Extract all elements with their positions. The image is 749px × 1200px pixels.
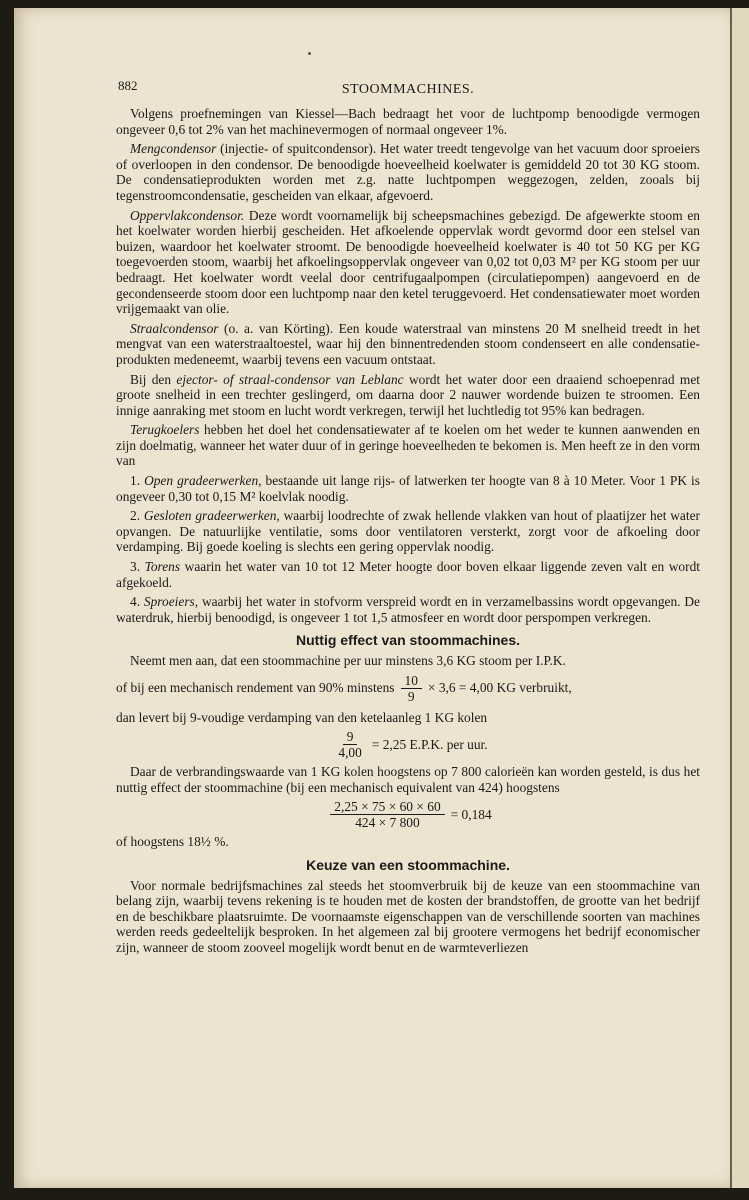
fraction-10-9 <box>401 673 422 704</box>
paragraph-ejector <box>116 372 700 419</box>
formula-result: = 0,184 <box>450 807 492 823</box>
section-heading-nuttig-effect: Nuttig effect van stoommachines. <box>295 632 521 649</box>
list-item <box>116 594 700 625</box>
list-item <box>116 508 700 555</box>
paragraph-stoomverbruik: Neemt men aan, dat een stoommachine per uur minstens 3,6 KG stoom per I.P.K. <box>130 653 566 668</box>
equation-rendement <box>116 673 700 704</box>
fraction-numerator: 2,25 × 75 × 60 × 60 <box>330 799 444 815</box>
paragraph-verbrandingswaarde: Daar de verbrandingswaarde van 1 KG kolen hoogstens op 7 800 calorieën kan worden gesteld, is dus het nuttig effect der stoommachine (bij een mechanisch equivalent van 424) hoogstens <box>116 764 700 795</box>
fraction-denominator: 424 × 7 800 <box>355 815 420 831</box>
list-term: Open gradeerwerken, <box>144 473 262 489</box>
paragraph-text: Bij den <box>130 371 177 387</box>
fraction-9-4 <box>334 729 365 760</box>
list-term: Gesloten gradeerwerken, <box>143 508 280 524</box>
fraction-denominator: 4,00 <box>338 745 362 761</box>
term-mengcondensor: Mengcondensor <box>130 141 217 157</box>
list-item <box>116 473 700 504</box>
list-number: 3. <box>130 559 141 575</box>
paragraph-text: hebben het doel het condensatiewater af te koelen om het weder te kunnen aanwenden en zijn doelmatig, wanneer het water duur of in geringe hoeveelheden te bekomen is. Men heeft ze in den vorm van <box>116 422 700 469</box>
fraction-numerator: 9 <box>343 729 358 745</box>
paragraph-terugkoelers <box>116 422 700 469</box>
paragraph-straalcondensor <box>116 321 700 368</box>
term-terugkoelers: Terugkoelers <box>130 422 200 438</box>
paragraph-mengcondensor <box>116 141 700 203</box>
equation-text: × 3,6 = 4,00 KG verbruikt, <box>427 680 572 696</box>
paragraph-text: Deze wordt voornamelijk bij scheepsmachines gebezigd. De afgewerkte stoom en het koelwater worden hierbij gescheiden. Het afkoelende oppervlak wordt gevormd door een stelsel van buizen, waardoor het koelwater stroomt. De benoodigde hoeveelheid koelwater is 40 tot 50 KG per KG toegevoerden stoom, waarbij het afkoelingsoppervlak ongeveer van 0,02 tot 0,03 M² per KG stoom per uur bedraagt. Het koelwater wordt veelal door centrifugaalpompen (circulatiepompen) aangevoerd en de gecondenseerde stoom door een luchtpomp naar den ketel teruggevoerd. Het condensatiewater moet worden vrijgemaakt van olie. <box>116 207 700 317</box>
fraction-effect <box>330 799 444 830</box>
page-header <box>116 78 700 100</box>
formula-nuttig-effect <box>116 799 700 830</box>
formula-epk <box>116 729 700 760</box>
list-number: 4. <box>130 594 141 610</box>
list-text: waarin het water van 10 tot 12 Meter hoogte door boven elkaar liggende zeven valt en wordt afgekoeld. <box>116 559 700 590</box>
list-text: bestaande uit lange rijs- of latwerken ter hoogte van 8 à 10 Meter. Voor 1 PK is ongeveer 0,30 tot 0,15 M² koelvlak noodig. <box>116 473 700 504</box>
list-term: Torens <box>144 559 181 575</box>
paragraph-oppervlakcondensor <box>116 208 700 317</box>
paragraph-keuze: Voor normale bedrijfsmachines zal steeds het stoomverbruik bij de keuze van een stoommachine van belang zijn, waarbij tevens rekening is te houden met de kosten der brandstoffen, de grootte van het bedrijf en de beschikbare plaatsruimte. De voornaamste eigenschappen van de verschillende soorten van machines werden reeds gedeeltelijk besproken. In het algemeen zal bij grootere vermogens het bedrijf economischer zijn, wanneer de stoom zooveel mogelijk wordt benut en de warmteverliezen <box>116 877 700 955</box>
print-speck <box>308 52 311 55</box>
page-number: 882 <box>118 78 138 93</box>
list-text: waarbij het water in stofvorm verspreid wordt en in verzamelbassins wordt opgevangen. De waterdruk, hierbij benoodigd, is ongeveer 1 tot 1,5 atmosfeer en wordt door perspompen verkregen. <box>116 594 700 625</box>
paragraph-hoogstens: of hoogstens 18½ %. <box>116 834 229 850</box>
fraction-denominator: 9 <box>407 688 415 704</box>
formula-result: = 2,25 E.P.K. per uur. <box>371 736 488 752</box>
running-title: STOOMMACHINES. <box>341 82 475 97</box>
adjacent-page-edge <box>730 8 749 1188</box>
equation-text: of bij een mechanisch rendement van 90% minstens <box>116 680 395 696</box>
paragraph-text: wordt het water door een draaiend schoepenrad met groote snelheid in een trechter geslingerd, om daarna door 2 nauwer wordende buizen te stroomen. Een innige aanraking met stoom en lucht wordt verkregen, terwijl het luchtledig tot 95% kan bedragen. <box>116 371 701 418</box>
list-item <box>116 559 700 590</box>
term-ejector: ejector- of straal-condensor van Leblanc <box>176 371 404 387</box>
page-content <box>116 78 700 960</box>
list-number: 2. <box>130 508 141 524</box>
fraction-numerator: 10 <box>401 673 422 689</box>
paragraph-luchtpomp: Volgens proefnemingen van Kiessel—Bach bedraagt het voor de luchtpomp benoodigde vermogen ongeveer 0,6 tot 2% van het machinevermogen of normaal ongeveer 1%. <box>116 106 700 137</box>
list-number: 1. <box>130 473 141 489</box>
paragraph-text: (o. a. van Körting). Een koude waterstraal van minstens 20 M snelheid treedt in het mengvat van een waterstraaltoestel, waar hij den binnentredenden stoom condenseert en alle condensatie-produkten medeneemt, waarbij tevens een vacuum ontstaat. <box>116 320 700 367</box>
paragraph-text: (injectie- of spuitcondensor). Het water treedt tengevolge van het vacuum door sproeiers of overloopen in den condensor. De benoodigde hoeveelheid koelwater is gemiddeld 20 tot 30 KG stoom. De condensatieprodukten worden met z.g. natte luchtpompen weggezogen, zelden, zooals bij tegenstroomcondensatie, gescheiden van elkaar, afgevoerd. <box>116 141 700 203</box>
term-oppervlakcondensor: Oppervlakcondensor. <box>130 207 245 223</box>
section-heading-keuze: Keuze van een stoommachine. <box>306 856 510 873</box>
term-straalcondensor: Straalcondensor <box>130 320 219 336</box>
paragraph-verdamping: dan levert bij 9-voudige verdamping van den ketelaanleg 1 KG kolen <box>116 709 488 725</box>
list-text: waarbij loodrechte of zwak hellende vlakken van hout of plaatijzer het water opvangen. De natuurlijke ventilatie, soms door ventilatoren versterkt, zorgt voor de afkoeling door verdamping. Bij goede koeling is slechts een gering oppervlak noodig. <box>116 508 700 555</box>
list-term: Sproeiers, <box>143 594 199 610</box>
